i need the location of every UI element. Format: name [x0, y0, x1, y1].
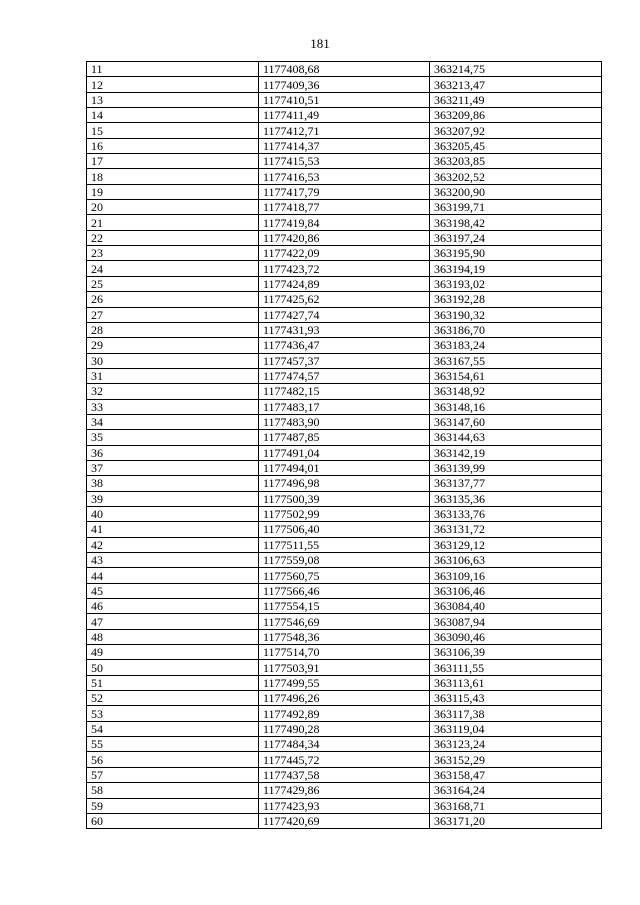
- coordinates-table: [86, 61, 602, 829]
- table-row: [87, 384, 602, 399]
- point-number-cell: 30: [87, 353, 259, 368]
- table-row: [87, 721, 602, 736]
- table-row: [87, 399, 602, 414]
- x-coordinate-cell: 1177412,71: [259, 123, 430, 138]
- table-row: [87, 706, 602, 721]
- y-coordinate-cell: 363152,29: [430, 752, 602, 767]
- y-coordinate-cell: 363164,24: [430, 783, 602, 798]
- point-number-cell: 33: [87, 399, 259, 414]
- table-row: [87, 215, 602, 230]
- y-coordinate-cell: 363211,49: [430, 92, 602, 107]
- table-row: [87, 62, 602, 77]
- table-row: [87, 414, 602, 429]
- table-row: [87, 599, 602, 614]
- point-number-cell: 44: [87, 568, 259, 583]
- y-coordinate-cell: 363197,24: [430, 230, 602, 245]
- table-row: [87, 230, 602, 245]
- point-number-cell: 60: [87, 813, 259, 828]
- table-row: [87, 338, 602, 353]
- y-coordinate-cell: 363148,16: [430, 399, 602, 414]
- table-row: [87, 691, 602, 706]
- table-row: [87, 92, 602, 107]
- x-coordinate-cell: 1177411,49: [259, 108, 430, 123]
- point-number-cell: 31: [87, 368, 259, 383]
- x-coordinate-cell: 1177423,93: [259, 798, 430, 813]
- table-row: [87, 752, 602, 767]
- y-coordinate-cell: 363203,85: [430, 154, 602, 169]
- y-coordinate-cell: 363205,45: [430, 138, 602, 153]
- y-coordinate-cell: 363084,40: [430, 599, 602, 614]
- y-coordinate-cell: 363194,19: [430, 261, 602, 276]
- y-coordinate-cell: 363142,19: [430, 445, 602, 460]
- y-coordinate-cell: 363200,90: [430, 184, 602, 199]
- x-coordinate-cell: 1177554,15: [259, 599, 430, 614]
- y-coordinate-cell: 363207,92: [430, 123, 602, 138]
- point-number-cell: 20: [87, 200, 259, 215]
- table-row: [87, 353, 602, 368]
- y-coordinate-cell: 363168,71: [430, 798, 602, 813]
- point-number-cell: 45: [87, 583, 259, 598]
- point-number-cell: 48: [87, 629, 259, 644]
- point-number-cell: 12: [87, 77, 259, 92]
- x-coordinate-cell: 1177482,15: [259, 384, 430, 399]
- x-coordinate-cell: 1177419,84: [259, 215, 430, 230]
- y-coordinate-cell: 363119,04: [430, 721, 602, 736]
- x-coordinate-cell: 1177420,86: [259, 230, 430, 245]
- y-coordinate-cell: 363115,43: [430, 691, 602, 706]
- point-number-cell: 43: [87, 553, 259, 568]
- x-coordinate-cell: 1177483,17: [259, 399, 430, 414]
- point-number-cell: 14: [87, 108, 259, 123]
- table-row: [87, 537, 602, 552]
- point-number-cell: 47: [87, 614, 259, 629]
- x-coordinate-cell: 1177492,89: [259, 706, 430, 721]
- x-coordinate-cell: 1177546,69: [259, 614, 430, 629]
- point-number-cell: 16: [87, 138, 259, 153]
- table-row: [87, 261, 602, 276]
- point-number-cell: 52: [87, 691, 259, 706]
- y-coordinate-cell: 363195,90: [430, 246, 602, 261]
- x-coordinate-cell: 1177548,36: [259, 629, 430, 644]
- point-number-cell: 32: [87, 384, 259, 399]
- point-number-cell: 25: [87, 276, 259, 291]
- x-coordinate-cell: 1177415,53: [259, 154, 430, 169]
- table-row: [87, 614, 602, 629]
- point-number-cell: 26: [87, 292, 259, 307]
- table-row: [87, 184, 602, 199]
- x-coordinate-cell: 1177559,08: [259, 553, 430, 568]
- table-row: [87, 476, 602, 491]
- point-number-cell: 50: [87, 660, 259, 675]
- x-coordinate-cell: 1177514,70: [259, 645, 430, 660]
- x-coordinate-cell: 1177445,72: [259, 752, 430, 767]
- x-coordinate-cell: 1177425,62: [259, 292, 430, 307]
- x-coordinate-cell: 1177502,99: [259, 506, 430, 521]
- table-row: [87, 460, 602, 475]
- x-coordinate-cell: 1177503,91: [259, 660, 430, 675]
- point-number-cell: 57: [87, 767, 259, 782]
- x-coordinate-cell: 1177566,46: [259, 583, 430, 598]
- y-coordinate-cell: 363111,55: [430, 660, 602, 675]
- x-coordinate-cell: 1177427,74: [259, 307, 430, 322]
- y-coordinate-cell: 363090,46: [430, 629, 602, 644]
- y-coordinate-cell: 363158,47: [430, 767, 602, 782]
- table-row: [87, 307, 602, 322]
- y-coordinate-cell: 363199,71: [430, 200, 602, 215]
- table-row: [87, 77, 602, 92]
- x-coordinate-cell: 1177560,75: [259, 568, 430, 583]
- y-coordinate-cell: 363139,99: [430, 460, 602, 475]
- table-row: [87, 108, 602, 123]
- table-row: [87, 200, 602, 215]
- x-coordinate-cell: 1177431,93: [259, 322, 430, 337]
- y-coordinate-cell: 363131,72: [430, 522, 602, 537]
- y-coordinate-cell: 363190,32: [430, 307, 602, 322]
- y-coordinate-cell: 363117,38: [430, 706, 602, 721]
- point-number-cell: 15: [87, 123, 259, 138]
- x-coordinate-cell: 1177420,69: [259, 813, 430, 828]
- y-coordinate-cell: 363106,46: [430, 583, 602, 598]
- x-coordinate-cell: 1177410,51: [259, 92, 430, 107]
- y-coordinate-cell: 363109,16: [430, 568, 602, 583]
- table-row: [87, 583, 602, 598]
- x-coordinate-cell: 1177414,37: [259, 138, 430, 153]
- x-coordinate-cell: 1177429,86: [259, 783, 430, 798]
- y-coordinate-cell: 363154,61: [430, 368, 602, 383]
- point-number-cell: 37: [87, 460, 259, 475]
- y-coordinate-cell: 363133,76: [430, 506, 602, 521]
- point-number-cell: 46: [87, 599, 259, 614]
- point-number-cell: 21: [87, 215, 259, 230]
- point-number-cell: 51: [87, 675, 259, 690]
- point-number-cell: 35: [87, 430, 259, 445]
- x-coordinate-cell: 1177499,55: [259, 675, 430, 690]
- point-number-cell: 55: [87, 737, 259, 752]
- point-number-cell: 23: [87, 246, 259, 261]
- table-row: [87, 123, 602, 138]
- x-coordinate-cell: 1177496,26: [259, 691, 430, 706]
- table-row: [87, 629, 602, 644]
- table-row: [87, 506, 602, 521]
- point-number-cell: 34: [87, 414, 259, 429]
- table-row: [87, 675, 602, 690]
- y-coordinate-cell: 363087,94: [430, 614, 602, 629]
- table-row: [87, 767, 602, 782]
- y-coordinate-cell: 363123,24: [430, 737, 602, 752]
- x-coordinate-cell: 1177423,72: [259, 261, 430, 276]
- table-row: [87, 553, 602, 568]
- x-coordinate-cell: 1177437,58: [259, 767, 430, 782]
- point-number-cell: 53: [87, 706, 259, 721]
- point-number-cell: 18: [87, 169, 259, 184]
- table-row: [87, 522, 602, 537]
- point-number-cell: 13: [87, 92, 259, 107]
- point-number-cell: 59: [87, 798, 259, 813]
- point-number-cell: 19: [87, 184, 259, 199]
- x-coordinate-cell: 1177418,77: [259, 200, 430, 215]
- x-coordinate-cell: 1177494,01: [259, 460, 430, 475]
- table-row: [87, 737, 602, 752]
- table-row: [87, 368, 602, 383]
- point-number-cell: 11: [87, 62, 259, 77]
- point-number-cell: 58: [87, 783, 259, 798]
- x-coordinate-cell: 1177491,04: [259, 445, 430, 460]
- x-coordinate-cell: 1177436,47: [259, 338, 430, 353]
- y-coordinate-cell: 363214,75: [430, 62, 602, 77]
- x-coordinate-cell: 1177422,09: [259, 246, 430, 261]
- point-number-cell: 41: [87, 522, 259, 537]
- table-row: [87, 783, 602, 798]
- y-coordinate-cell: 363106,63: [430, 553, 602, 568]
- y-coordinate-cell: 363202,52: [430, 169, 602, 184]
- y-coordinate-cell: 363148,92: [430, 384, 602, 399]
- table-row: [87, 645, 602, 660]
- x-coordinate-cell: 1177409,36: [259, 77, 430, 92]
- table-row: [87, 292, 602, 307]
- y-coordinate-cell: 363167,55: [430, 353, 602, 368]
- point-number-cell: 54: [87, 721, 259, 736]
- point-number-cell: 39: [87, 491, 259, 506]
- table-row: [87, 568, 602, 583]
- point-number-cell: 22: [87, 230, 259, 245]
- x-coordinate-cell: 1177500,39: [259, 491, 430, 506]
- y-coordinate-cell: 363106,39: [430, 645, 602, 660]
- coordinates-table-body: [87, 62, 602, 829]
- x-coordinate-cell: 1177424,89: [259, 276, 430, 291]
- table-row: [87, 154, 602, 169]
- x-coordinate-cell: 1177457,37: [259, 353, 430, 368]
- x-coordinate-cell: 1177484,34: [259, 737, 430, 752]
- x-coordinate-cell: 1177416,53: [259, 169, 430, 184]
- point-number-cell: 40: [87, 506, 259, 521]
- y-coordinate-cell: 363186,70: [430, 322, 602, 337]
- table-row: [87, 322, 602, 337]
- point-number-cell: 29: [87, 338, 259, 353]
- point-number-cell: 24: [87, 261, 259, 276]
- x-coordinate-cell: 1177487,85: [259, 430, 430, 445]
- y-coordinate-cell: 363192,28: [430, 292, 602, 307]
- y-coordinate-cell: 363171,20: [430, 813, 602, 828]
- page-number: 181: [310, 36, 330, 51]
- y-coordinate-cell: 363213,47: [430, 77, 602, 92]
- table-row: [87, 276, 602, 291]
- y-coordinate-cell: 363147,60: [430, 414, 602, 429]
- table-row: [87, 660, 602, 675]
- table-row: [87, 138, 602, 153]
- y-coordinate-cell: 363198,42: [430, 215, 602, 230]
- table-row: [87, 169, 602, 184]
- table-row: [87, 491, 602, 506]
- x-coordinate-cell: 1177511,55: [259, 537, 430, 552]
- y-coordinate-cell: 363129,12: [430, 537, 602, 552]
- y-coordinate-cell: 363137,77: [430, 476, 602, 491]
- table-row: [87, 445, 602, 460]
- table-row: [87, 798, 602, 813]
- point-number-cell: 27: [87, 307, 259, 322]
- point-number-cell: 28: [87, 322, 259, 337]
- point-number-cell: 56: [87, 752, 259, 767]
- x-coordinate-cell: 1177506,40: [259, 522, 430, 537]
- x-coordinate-cell: 1177474,57: [259, 368, 430, 383]
- x-coordinate-cell: 1177483,90: [259, 414, 430, 429]
- y-coordinate-cell: 363135,36: [430, 491, 602, 506]
- x-coordinate-cell: 1177496,98: [259, 476, 430, 491]
- x-coordinate-cell: 1177417,79: [259, 184, 430, 199]
- y-coordinate-cell: 363209,86: [430, 108, 602, 123]
- table-row: [87, 246, 602, 261]
- table-row: [87, 430, 602, 445]
- y-coordinate-cell: 363193,02: [430, 276, 602, 291]
- point-number-cell: 17: [87, 154, 259, 169]
- point-number-cell: 42: [87, 537, 259, 552]
- x-coordinate-cell: 1177408,68: [259, 62, 430, 77]
- point-number-cell: 36: [87, 445, 259, 460]
- table-row: [87, 813, 602, 828]
- x-coordinate-cell: 1177490,28: [259, 721, 430, 736]
- point-number-cell: 38: [87, 476, 259, 491]
- y-coordinate-cell: 363183,24: [430, 338, 602, 353]
- point-number-cell: 49: [87, 645, 259, 660]
- y-coordinate-cell: 363113,61: [430, 675, 602, 690]
- y-coordinate-cell: 363144,63: [430, 430, 602, 445]
